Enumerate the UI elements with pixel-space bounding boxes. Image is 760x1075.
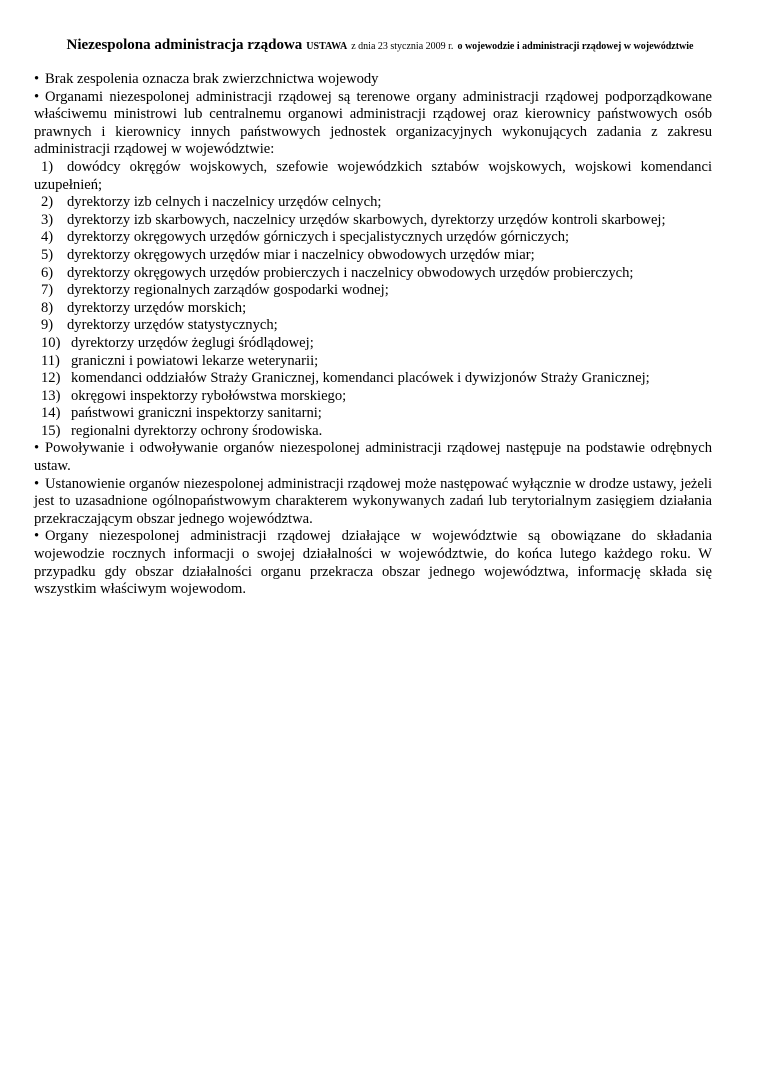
title-subject: o wojewodzie i administracji rządowej w województwie (457, 41, 694, 52)
paragraph-reporting (34, 528, 712, 598)
list-number: 4) (41, 229, 54, 246)
list-text: graniczni i powiatowi lekarze weterynarii; (71, 352, 319, 369)
list-number: 1) (41, 158, 54, 175)
list-item (34, 300, 712, 318)
bullet-icon: • (34, 475, 40, 492)
list-text: dyrektorzy okręgowych urzędów miar i naczelnicy obwodowych urzędów miar; (67, 246, 535, 263)
list-text: dyrektorzy regionalnych zarządów gospodarki wodnej; (67, 282, 389, 299)
paragraph-text: Organy niezespolonej administracji rządowej działające w województwie są obowiązane do składania wojewodzie rocznych informacji o swojej działalności w województwie, do końca lutego każdego roku. W przypadku gdy obszar działalności organu przekracza obszar jednego województwa, informację składa się wszystkim właściwym wojewodom. (34, 528, 712, 598)
list-number: 6) (41, 264, 54, 281)
paragraph-text: Brak zespolenia oznacza brak zwierzchnictwa wojewody (45, 71, 379, 87)
list-item (34, 423, 712, 441)
list-text: dowódcy okręgów wojskowych, szefowie wojewódzkich sztabów wojskowych, wojskowi komendanci uzupełnień; (34, 158, 712, 193)
paragraph-appointment (34, 440, 712, 475)
paragraph-text: Powoływanie i odwoływanie organów niezespolonej administracji rządowej następuje na podstawie odrębnych ustaw. (34, 440, 712, 475)
bullet-icon: • (34, 528, 40, 545)
list-number: 7) (41, 282, 54, 299)
list-number: 14) (41, 405, 61, 422)
bullet-icon: • (34, 440, 40, 457)
list-item (34, 388, 712, 406)
list-item (34, 370, 712, 388)
bullet-icon: • (34, 71, 40, 87)
paragraph-text: Organami niezespolonej administracji rządowej są terenowe organy administracji rządowej podporządkowane właściwemu ministrowi lub centralnemu organowi administracji rządowej oraz kierownicy państwowych osób prawnych i kierownicy innych państwowych jednostek organizacyjnych wykonujących zadania z zakresu administracji rządowej w województwie: (34, 88, 712, 158)
list-text: dyrektorzy izb skarbowych, naczelnicy urzędów skarbowych, dyrektorzy urzędów kontroli skarbowej; (67, 211, 666, 228)
document-title (0, 36, 760, 54)
list-item (34, 405, 712, 423)
title-main: Niezespolona administracja rządowa (66, 37, 303, 53)
list-number: 3) (41, 211, 54, 228)
list-number: 12) (41, 370, 61, 387)
list-item (34, 247, 712, 265)
title-ustawa: USTAWA (306, 41, 348, 52)
list-number: 2) (41, 194, 54, 211)
list-number: 15) (41, 422, 61, 439)
title-date: z dnia 23 stycznia 2009 r. (351, 41, 454, 52)
list-number: 5) (41, 246, 54, 263)
document-body (34, 71, 712, 599)
list-text: dyrektorzy urzędów żeglugi śródlądowej; (71, 334, 314, 351)
paragraph-establishment (34, 476, 712, 529)
list-item (34, 335, 712, 353)
list-number: 11) (41, 352, 60, 369)
list-number: 10) (41, 334, 61, 351)
list-text: dyrektorzy okręgowych urzędów górniczych i specjalistycznych urzędów górniczych; (67, 229, 570, 246)
bullet-icon: • (34, 88, 40, 105)
paragraph-no-supervision (34, 71, 712, 89)
organs-list (34, 159, 712, 441)
list-text: okręgowi inspektorzy rybołówstwa morskiego; (71, 387, 347, 404)
list-text: regionalni dyrektorzy ochrony środowiska. (71, 422, 323, 439)
list-item (34, 194, 712, 212)
list-number: 9) (41, 317, 54, 334)
list-text: dyrektorzy okręgowych urzędów probierczych i naczelnicy obwodowych urzędów probierczych; (67, 264, 634, 281)
paragraph-organs-definition (34, 89, 712, 159)
list-text: państwowi graniczni inspektorzy sanitarni; (71, 405, 322, 422)
list-item (34, 317, 712, 335)
list-item (34, 353, 712, 371)
list-item (34, 265, 712, 283)
list-item (34, 212, 712, 230)
list-item (34, 229, 712, 247)
list-text: dyrektorzy izb celnych i naczelnicy urzędów celnych; (67, 194, 382, 211)
list-number: 8) (41, 299, 54, 316)
list-number: 13) (41, 387, 61, 404)
paragraph-text: Ustanowienie organów niezespolonej administracji rządowej może następować wyłącznie w drodze ustawy, jeżeli jest to uzasadnione ogólnopaństwowym charakterem wykonywanych zadań lub terytorialnym zasięgiem działania przekraczającym obszar jednego województwa. (34, 475, 712, 527)
list-item (34, 282, 712, 300)
list-item (34, 159, 712, 194)
list-text: komendanci oddziałów Straży Granicznej, komendanci placówek i dywizjonów Straży Granicznej; (71, 370, 650, 387)
list-text: dyrektorzy urzędów statystycznych; (67, 317, 278, 334)
list-text: dyrektorzy urzędów morskich; (67, 299, 247, 316)
